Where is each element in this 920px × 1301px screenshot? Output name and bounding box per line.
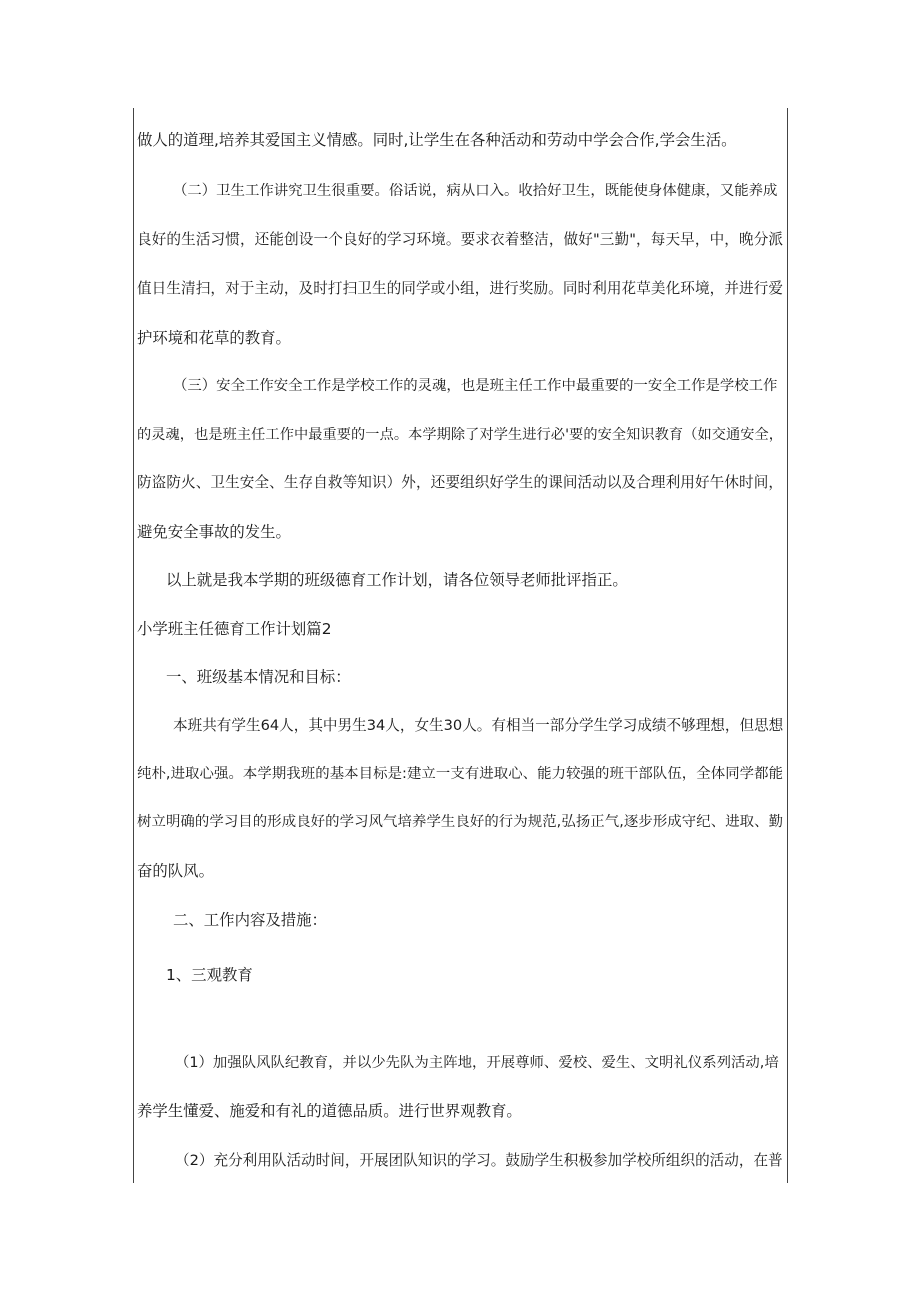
text-line: 防盗防火、卫生安全、生存自救等知识）外，还要组织好学生的课间活动以及合理利用好午休时间，: [137, 474, 783, 491]
text-line: 的灵魂，也是班主任工作中最重要的一点。本学期除了对学生进行必'要的安全知识教育（如交通安全，: [137, 427, 783, 443]
text-line: 避免安全事故的发生。: [137, 523, 291, 541]
text-line: 良好的生活习惯，还能创设一个良好的学习环境。要求衣着整洁，做好"三勤"，每天早，中，晚分派: [137, 231, 783, 248]
text-line: 一、班级基本情况和目标：: [166, 668, 351, 686]
text-line: 护环境和花草的教育。: [137, 329, 291, 347]
text-line: 二、工作内容及措施：: [173, 911, 327, 929]
text-line: 纯朴,进取心强。本学期我班的基本目标是:建立一支有进取心、能力较强的班干部队伍，全体同学都能: [137, 766, 783, 782]
text-line: 奋的队风。: [137, 862, 214, 880]
text-line: 树立明确的学习目的形成良好的学习风气培养学生良好的行为规范,弘扬正气,逐步形成守纪、进取、勤: [137, 814, 783, 830]
text-line: （2）充分利用队活动时间，开展团队知识的学习。鼓励学生积极参加学校所组织的活动，在普: [175, 1152, 783, 1169]
section-heading: 小学班主任德育工作计划篇2: [137, 620, 332, 638]
right-margin-rule: [787, 108, 788, 1183]
text-line: 本班共有学生64人，其中男生34人，女生30人。有相当一部分学生学习成绩不够理想，但思想: [173, 717, 784, 734]
text-line: 1、三观教育: [166, 966, 253, 984]
text-line: 值日生清扫，对于主动，及时打扫卫生的同学或小组，进行奖励。同时利用花草美化环境，并进行爱: [137, 280, 783, 297]
text-line: （1）加强队风队纪教育，并以少先队为主阵地，开展尊师、爱校、爱生、文明礼仪系列活动,培: [175, 1055, 779, 1071]
text-line: 做人的道理,培养其爱国主义情感。同时,让学生在各种活动和劳动中学会合作,学会生活。: [137, 131, 737, 149]
text-line: （三）安全工作安全工作是学校工作的灵魂，也是班主任工作中最重要的一安全工作是学校工作: [173, 378, 778, 394]
text-line: 养学生懂爱、施爱和有礼的道德品质。进行世界观教育。: [137, 1102, 522, 1120]
text-line: 以上就是我本学期的班级德育工作计划，请各位领导老师批评指正。: [166, 571, 628, 589]
text-line: （二）卫生工作讲究卫生很重要。俗话说，病从口入。收拾好卫生，既能使身体健康，又能养成: [173, 183, 778, 199]
left-margin-rule: [133, 108, 134, 1183]
